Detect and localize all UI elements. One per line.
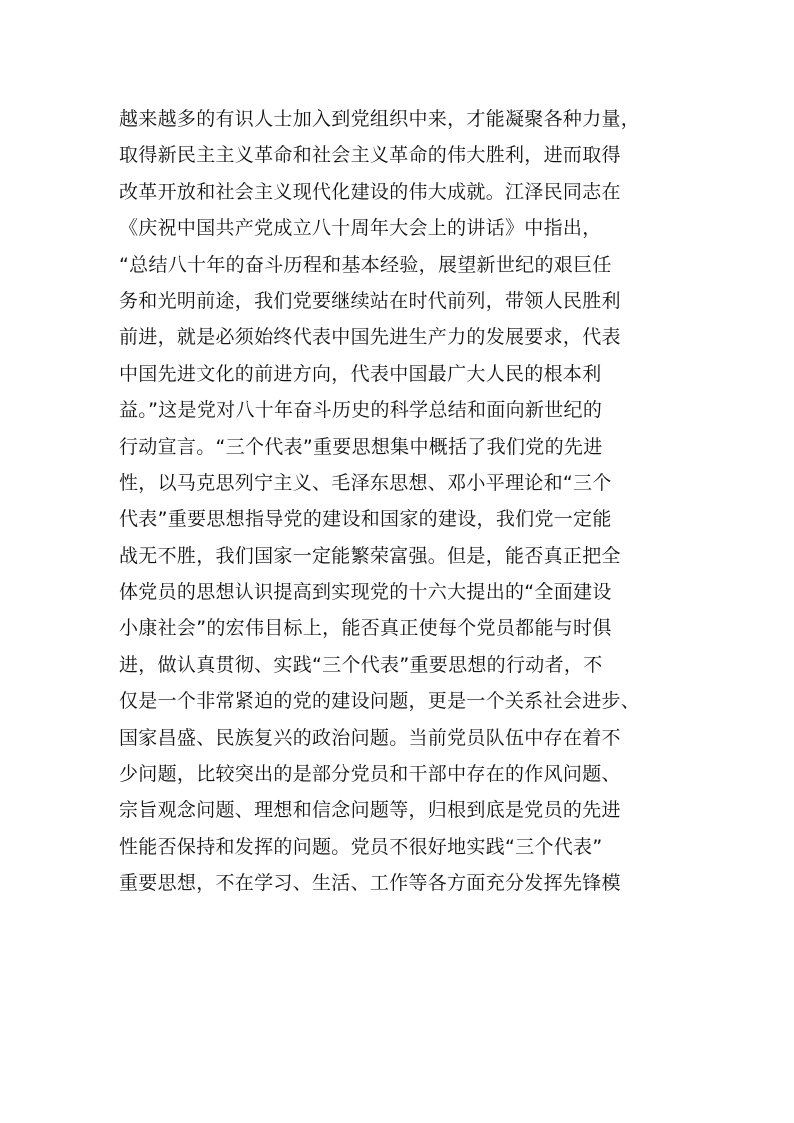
text-line: 少问题，比较突出的是部分党员和干部中存在的作风问题、 xyxy=(119,763,621,786)
text-line: 战无不胜，我们国家一定能繁荣富强。但是，能否真正把全 xyxy=(119,544,621,567)
text-line: 性能否保持和发挥的问题。党员不很好地实践“三个代表” xyxy=(119,835,603,858)
text-line: 代表”重要思想指导党的建设和国家的建设，我们党一定能 xyxy=(119,508,612,531)
text-line: 国家昌盛、民族复兴的政治问题。当前党员队伍中存在着不 xyxy=(119,726,621,749)
text-line: “总结八十年的奋斗历程和基本经验，展望新世纪的艰巨任 xyxy=(119,253,612,276)
text-line: 行动宣言。“三个代表”重要思想集中概括了我们党的先进 xyxy=(119,435,603,458)
body-text xyxy=(119,101,689,902)
text-line: 小康社会”的宏伟目标上，能否真正使每个党员都能与时俱 xyxy=(119,617,612,640)
text-line: 越来越多的有识人士加入到党组织中来，才能凝聚各种力量， xyxy=(119,108,641,130)
text-line: 仅是一个非常紧迫的党的建设问题，更是一个关系社会进步、 xyxy=(119,690,641,713)
text-line: 进，做认真贯彻、实践“三个代表”重要思想的行动者，不 xyxy=(119,653,603,676)
text-line: 宗旨观念问题、理想和信念问题等，归根到底是党员的先进 xyxy=(119,799,621,822)
text-line: 务和光明前途，我们党要继续站在时代前列，带领人民胜利 xyxy=(119,289,621,312)
text-line: 取得新民主主义革命和社会主义革命的伟大胜利，进而取得 xyxy=(119,144,621,167)
text-line: 体党员的思想认识提高到实现党的十六大提出的“全面建设 xyxy=(119,581,612,604)
text-line: 中国先进文化的前进方向，代表中国最广大人民的根本利 xyxy=(119,362,602,385)
text-line: 改革开放和社会主义现代化建设的伟大成就。江泽民同志在 xyxy=(119,180,621,203)
text-line: 重要思想，不在学习、生活、工作等各方面充分发挥先锋模 xyxy=(119,872,621,895)
text-line: 益。”这是党对八十年奋斗历史的科学总结和面向新世纪的 xyxy=(119,399,603,422)
text-line: 《庆祝中国共产党成立八十周年大会上的讲话》中指出， xyxy=(119,217,602,240)
text-line: 性，以马克思列宁主义、毛泽东思想、邓小平理论和“三个 xyxy=(119,471,612,494)
text-line: 前进，就是必须始终代表中国先进生产力的发展要求，代表 xyxy=(119,326,621,349)
